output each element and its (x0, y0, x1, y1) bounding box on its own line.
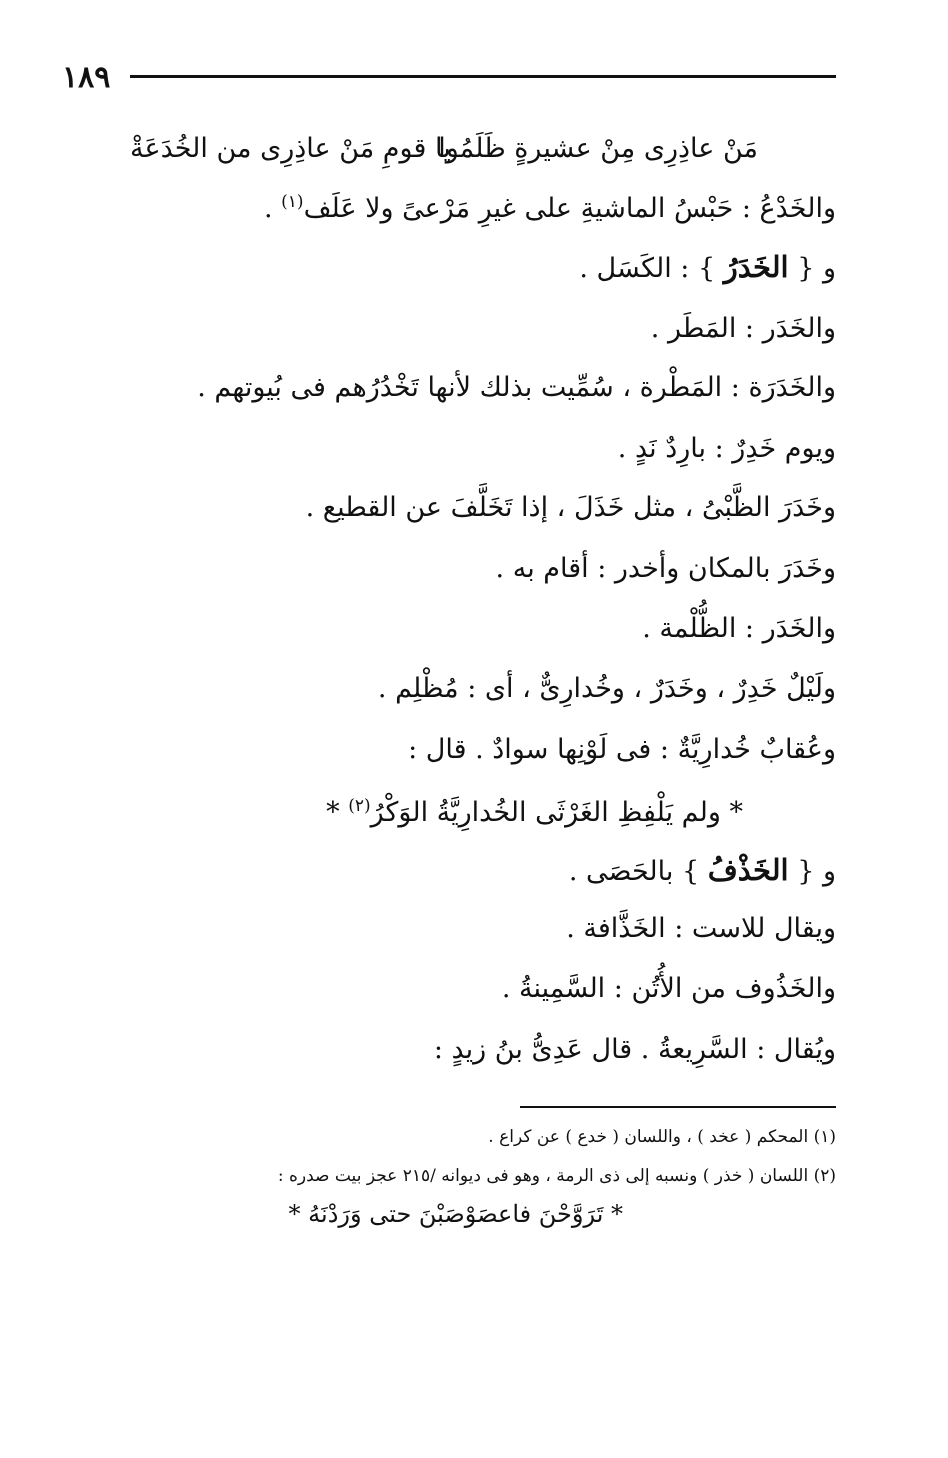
body-line: وعُقابٌ خُدارِيَّةٌ : فى لَوْنِها سوادٌ . قال : (408, 734, 836, 765)
quote-end: * (326, 797, 349, 828)
line-text: } بالحَصَى . (568, 856, 708, 887)
body-line: ويوم خَدِرٌ : بارِدٌ نَدٍ . (617, 433, 836, 464)
body-line: والخَدَر : المَطَر . (650, 313, 836, 344)
footnote-rule (520, 1106, 836, 1108)
line-prefix: و { (788, 856, 836, 887)
verse-hemistich-1: مَنْ عاذِرِى مِنْ عشيرةٍ ظَلَمُوا (438, 133, 758, 164)
body-line: ويُقال : السَّرِيعةُ . قال عَدِىُّ بنُ زيدٍ : (433, 1034, 836, 1065)
body-line: والخَذُوف من الأُتُن : السَّمِينةُ . (501, 973, 836, 1004)
head-word: الخَدَرُ (723, 250, 789, 284)
body-line: والخَدَر : الظُّلْمة . (642, 613, 836, 644)
footnote-ref: (١) (281, 192, 304, 212)
footnote-ref: (٢) (348, 796, 371, 816)
body-line: والخَدَرَة : المَطْرة ، سُمِّيت بذلك لأنها تَخْدُرُهم فى بُيوتهم . (197, 372, 836, 403)
line-text: والخَدْعُ : حَبْسُ الماشيةِ على غيرِ مَرْعىً ولا عَلَف (303, 193, 836, 224)
body-line: ولَيْلٌ خَدِرٌ ، وخَدَرٌ ، وخُدارِىٌّ ، أى : مُظْلِم . (377, 673, 836, 704)
footnote-2: (٢) اللسان ( خذر ) ونسبه إلى ذى الرمة ، وهو فى ديوانه /٢١٥ عجز بيت صدره : (277, 1166, 836, 1186)
quoted-hemistich (326, 796, 743, 828)
line-end: . (263, 193, 282, 224)
footnote-2-verse: * تَرَوَّحْنَ فاعصَوْصَبْنَ حتى وَرَدْنَهُ * (288, 1200, 623, 1228)
body-line: ويقال للاست : الخَذَّافة . (566, 913, 836, 944)
head-word: الخَذْفُ (707, 853, 789, 887)
body-line: وخَدَرَ الظَّبْىُ ، مثل خَذَلَ ، إذا تَخَلَّفَ عن القطيع . (305, 492, 836, 523)
line-text: } : الكَسَل . (579, 253, 724, 284)
body-line (264, 192, 836, 225)
body-line: وخَدَرَ بالمكان وأخدر : أقام به . (495, 553, 836, 584)
footnote-1: (١) المحكم ( عخد ) ، واللسان ( خدع ) عن كراع . (488, 1127, 836, 1147)
quote-text: * ولم يَلْفِظِ الغَرْثَى الخُدارِيَّةُ الوَكْرُ (370, 797, 743, 828)
body-line (579, 250, 836, 285)
page-number: ١٨٩ (62, 60, 111, 95)
verse-hemistich-2: يا قومِ مَنْ عاذِرِى من الخُدَعَةْ (130, 133, 451, 164)
body-line (569, 853, 836, 888)
header-rule (130, 75, 836, 78)
line-prefix: و { (788, 253, 836, 284)
